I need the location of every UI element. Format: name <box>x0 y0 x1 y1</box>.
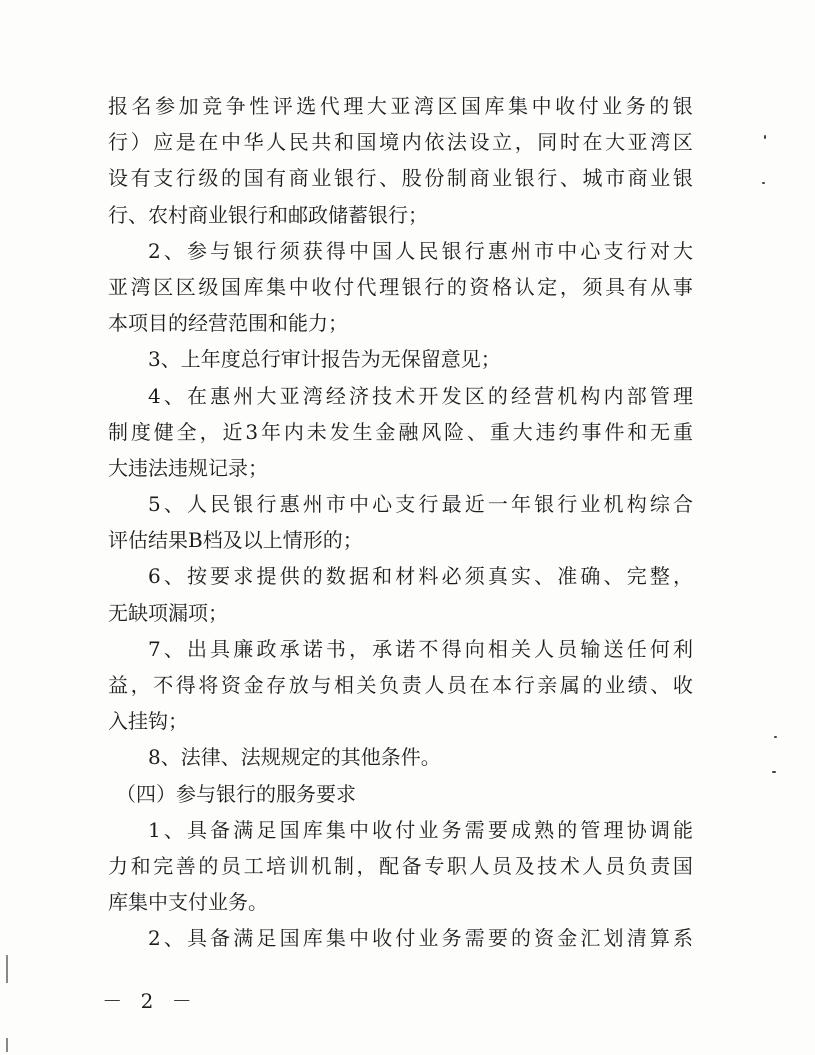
body-text <box>108 88 693 957</box>
text-line: 行、农村商业银行和邮政储蓄银行； <box>108 202 428 227</box>
text-line: 2 、 具 备 满 足 国 库 集 中 收 付 业 务 需 要 的 资 金 汇 划 清 算 系 <box>148 926 693 951</box>
text-line: 入挂钩； <box>108 709 188 734</box>
text-line: 2 、 参 与 银 行 须 获 得 中 国 人 民 银 行 惠 州 市 中 心 支 行 对 大 <box>148 238 693 263</box>
text-line: 7 、 出 具 廉 政 承 诺 书 ， 承 诺 不 得 向 相 关 人 员 输 送 任 何 利 <box>148 636 693 661</box>
text-line: 无缺项漏项； <box>108 600 228 625</box>
text-line: 3、上年度总行审计报告为无保留意见； <box>148 347 501 372</box>
text-line: 制 度 健 全 ， 近 3 年 内 未 发 生 金 融 风 险 、 重 大 违 约 事 件 和 无 重 <box>108 419 693 444</box>
scan-speck <box>762 182 765 184</box>
text-line: 4 、 在 惠 州 大 亚 湾 经 济 技 术 开 发 区 的 经 营 机 构 内 部 管 理 <box>148 383 693 408</box>
text-line: 设 有 支 行 级 的 国 有 商 业 银 行 、 股 份 制 商 业 银 行 、 城 市 商 业 银 <box>108 166 693 191</box>
page-number: － 2 － <box>102 989 198 1013</box>
text-line: 亚 湾 区 区 级 国 库 集 中 收 付 代 理 银 行 的 资 格 认 定 ， 须 具 有 从 事 <box>108 274 693 299</box>
text-line: 报 名 参 加 竞 争 性 评 选 代 理 大 亚 湾 区 国 库 集 中 收 付 业 务 的 银 <box>108 94 693 118</box>
section-heading: （四）参与银行的服务要求 <box>116 781 356 806</box>
text-line: 力 和 完 善 的 员 工 培 训 机 制 ， 配 备 专 职 人 员 及 技 术 人 员 负 责 国 <box>108 853 693 878</box>
text-line: 库集中支付业务。 <box>108 890 268 915</box>
text-line: 1 、 具 备 满 足 国 库 集 中 收 付 业 务 需 要 成 熟 的 管 理 协 调 能 <box>148 817 693 842</box>
scan-edge-mark <box>6 1038 8 1052</box>
text-line: 5 、 人 民 银 行 惠 州 市 中 心 支 行 最 近 一 年 银 行 业 机 构 综 合 <box>148 492 693 517</box>
text-line: 8、法律、法规规定的其他条件。 <box>148 745 441 770</box>
scan-speck <box>774 736 777 738</box>
text-line: 本项目的经营范围和能力； <box>108 311 348 336</box>
text-line: 益 ， 不 得 将 资 金 存 放 与 相 关 负 责 人 员 在 本 行 亲 属 的 业 绩 、 收 <box>108 673 693 697</box>
scan-speck <box>764 135 766 139</box>
scan-speck <box>772 771 776 773</box>
text-line: 6 、 按 要 求 提 供 的 数 据 和 材 料 必 须 真 实 、 准 确 、 完 整 ， <box>148 564 693 589</box>
text-line: 行 ） 应 是 在 中 华 人 民 共 和 国 境 内 依 法 设 立 ， 同 时 在 大 亚 湾 区 <box>108 130 693 155</box>
text-line: 评估结果B档及以上情形的； <box>108 528 363 553</box>
scan-edge-mark <box>6 955 8 983</box>
text-line: 大违法违规记录； <box>108 455 268 480</box>
